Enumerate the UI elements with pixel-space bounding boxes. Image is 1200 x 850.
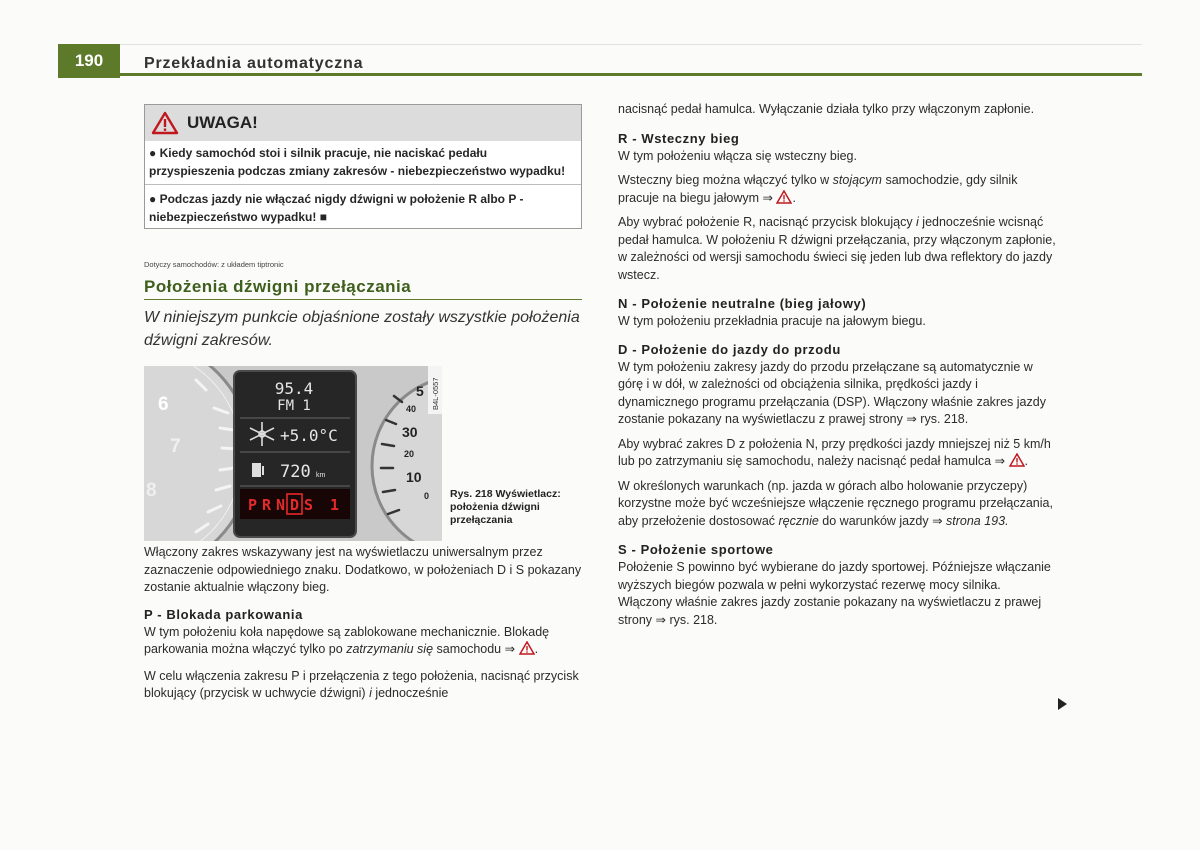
warning-header [145, 105, 581, 141]
page-number: 190 [58, 44, 120, 78]
paragraph: nacisnąć pedał hamulca. Wyłączanie działa tylko przy włączonym zapłonie. [618, 102, 1035, 116]
section-rule [144, 299, 582, 300]
section-intro: W niniejszym punkcie objaśnione zostały wszystkie położenia dźwigni zakresów. [144, 309, 580, 349]
gear-indicator-s: S [304, 496, 314, 514]
end-mark: ■ [319, 210, 327, 224]
left-column [144, 104, 582, 703]
warning-reference-icon[interactable] [519, 641, 535, 655]
range-value: 720 [280, 462, 311, 482]
gear-indicator-r: R [262, 496, 272, 514]
paragraph: Wsteczny bieg można włączyć tylko w stojącym samochodzie, gdy silnik pracuje na biegu jałowym ⇒ . [618, 173, 1018, 205]
warning-divider [145, 184, 581, 185]
paragraph: W tym położeniu włącza się wsteczny bieg. [618, 148, 857, 163]
gauge-label-40: 40 [406, 404, 417, 414]
paragraph: Włączony zakres wskazywany jest na wyświetlaczu uniwersalnym przez zaznaczenie odpowiedniego znaku. Dodatkowo, w położeniach D i S pokazany zostanie aktualnie włączony bieg. [144, 545, 582, 594]
gauge-label-10: 10 [406, 469, 422, 485]
section-title: Położenia dźwigni przełączania [144, 277, 412, 296]
page-reference-link[interactable]: strona 193. [946, 513, 1009, 528]
warning-reference-icon[interactable] [776, 190, 792, 204]
bullet-icon: ● [149, 192, 160, 206]
top-divider [120, 44, 1142, 45]
warning-reference-icon[interactable] [1009, 453, 1025, 467]
subheading-p: P - Blokada parkowania [144, 606, 303, 622]
radio-frequency: 95.4 [274, 379, 314, 398]
gear-indicator-p: P [248, 496, 258, 514]
gauge-label-6: 6 [158, 394, 169, 415]
gear-indicator-1: 1 [330, 496, 340, 514]
subheading-d: D - Położenie do jazdy do przodu [618, 341, 841, 357]
warning-triangle-icon [151, 111, 179, 135]
paragraph: W określonych warunkach (np. jazda w górach albo holowanie przyczepy) korzystne może być wcześniejsze włączenie ręcznego programu przełączania, aby przełożenie dostosować ręcznie do warunków jazdy ⇒ strona 193. [618, 478, 1053, 528]
paragraph: W tym położeniu koła napędowe są zablokowane mechanicznie. Blokadę parkowania można włączyć tylko po zatrzymaniu się samochodu ⇒ . [144, 624, 550, 656]
radio-band: FM 1 [277, 398, 311, 414]
figure-caption-text: Wyświetlacz: położenia dźwigni przełączania [450, 488, 561, 526]
range-unit: km [316, 472, 326, 479]
paragraph: W celu włączenia zakresu P i przełączenia z tego położenia, nacisnąć przycisk blokujący (przycisk w uchwycie dźwigni) i jednocześnie [144, 668, 579, 700]
gauge-label-8: 8 [146, 480, 157, 501]
bullet-icon: ● [149, 146, 160, 160]
paragraph: W tym położeniu przekładnia pracuje na jałowym biegu. [618, 314, 926, 328]
figure-caption-label: Rys. 218 [450, 488, 493, 500]
gauge-label-20: 20 [404, 449, 415, 459]
right-column [618, 101, 1058, 629]
gear-indicator-n: N [276, 496, 286, 514]
paragraph: Położenie S powinno być wybierane do jazdy sportowej. Późniejsze włączanie wyższych biegów pozwala w pełni wykorzystać rezerwę mocy silnika. Włączony właśnie zakres jazdy zostanie pokazany na wyświetlaczu z prawej strony ⇒ rys. 218. [618, 560, 1051, 627]
chapter-title: Przekładnia automatyczna [144, 55, 364, 72]
gauge-label-30: 30 [402, 424, 418, 440]
warning-box [144, 104, 582, 229]
subheading-r: R - Wsteczny bieg [618, 130, 740, 146]
paragraph: W tym położeniu zakresy jazdy do przodu przełączane są automatycznie w górę i w dół, w zależności od obciążenia silnika, prędkości jazdy i dynamicznego programu przełączania (DSP). Włączony właśnie zakres jazdy zostanie pokazany na wyświetlaczu z prawej strony ⇒ rys. 218. [618, 359, 1046, 426]
paragraph: Aby wybrać zakres D z położenia N, przy prędkości jazdy mniejszej niż 5 km/h lub po zatrzymaniu się samochodu, należy nacisnąć pedał hamulca ⇒ . [618, 436, 1051, 468]
gear-indicator-d: D [290, 496, 300, 514]
figure-218 [144, 366, 582, 544]
subheading-s: S - Położenie sportowe [618, 542, 774, 557]
applies-to-note: Dotyczy samochodów: z układem tiptronic [144, 260, 284, 269]
figure-code: B4L-0557 [431, 377, 440, 410]
outside-temperature: +5.0°C [280, 426, 338, 445]
warning-item: ● Podczas jazdy nie włączać nigdy dźwigni w położenie R albo P - niebezpieczeństwo wypadku! ■ [149, 192, 524, 224]
warning-item: ● Kiedy samochód stoi i silnik pracuje, nie naciskać pedału przyspieszenia podczas zmiany zakresów - niebezpieczeństwo wypadku! [149, 146, 566, 178]
warning-title: UWAGA! [187, 113, 258, 132]
gauge-label-0: 0 [424, 491, 430, 501]
gauge-label-5: 5 [416, 383, 424, 399]
header-rule [120, 73, 1142, 76]
instrument-cluster-image [144, 366, 442, 541]
gauge-label-7: 7 [170, 436, 181, 457]
continue-arrow-icon [1058, 698, 1067, 710]
subheading-n: N - Położenie neutralne (bieg jałowy) [618, 296, 867, 311]
paragraph: Aby wybrać położenie R, nacisnąć przycisk blokujący i jednocześnie wcisnąć pedał hamulca. W położeniu R dźwigni przełączania, przy włączonym zapłonie, w zależności od wersji samochodu świeci się jeden lub dwa reflektory do jazdy wstecz. [618, 215, 1056, 282]
figure-caption [450, 488, 590, 527]
